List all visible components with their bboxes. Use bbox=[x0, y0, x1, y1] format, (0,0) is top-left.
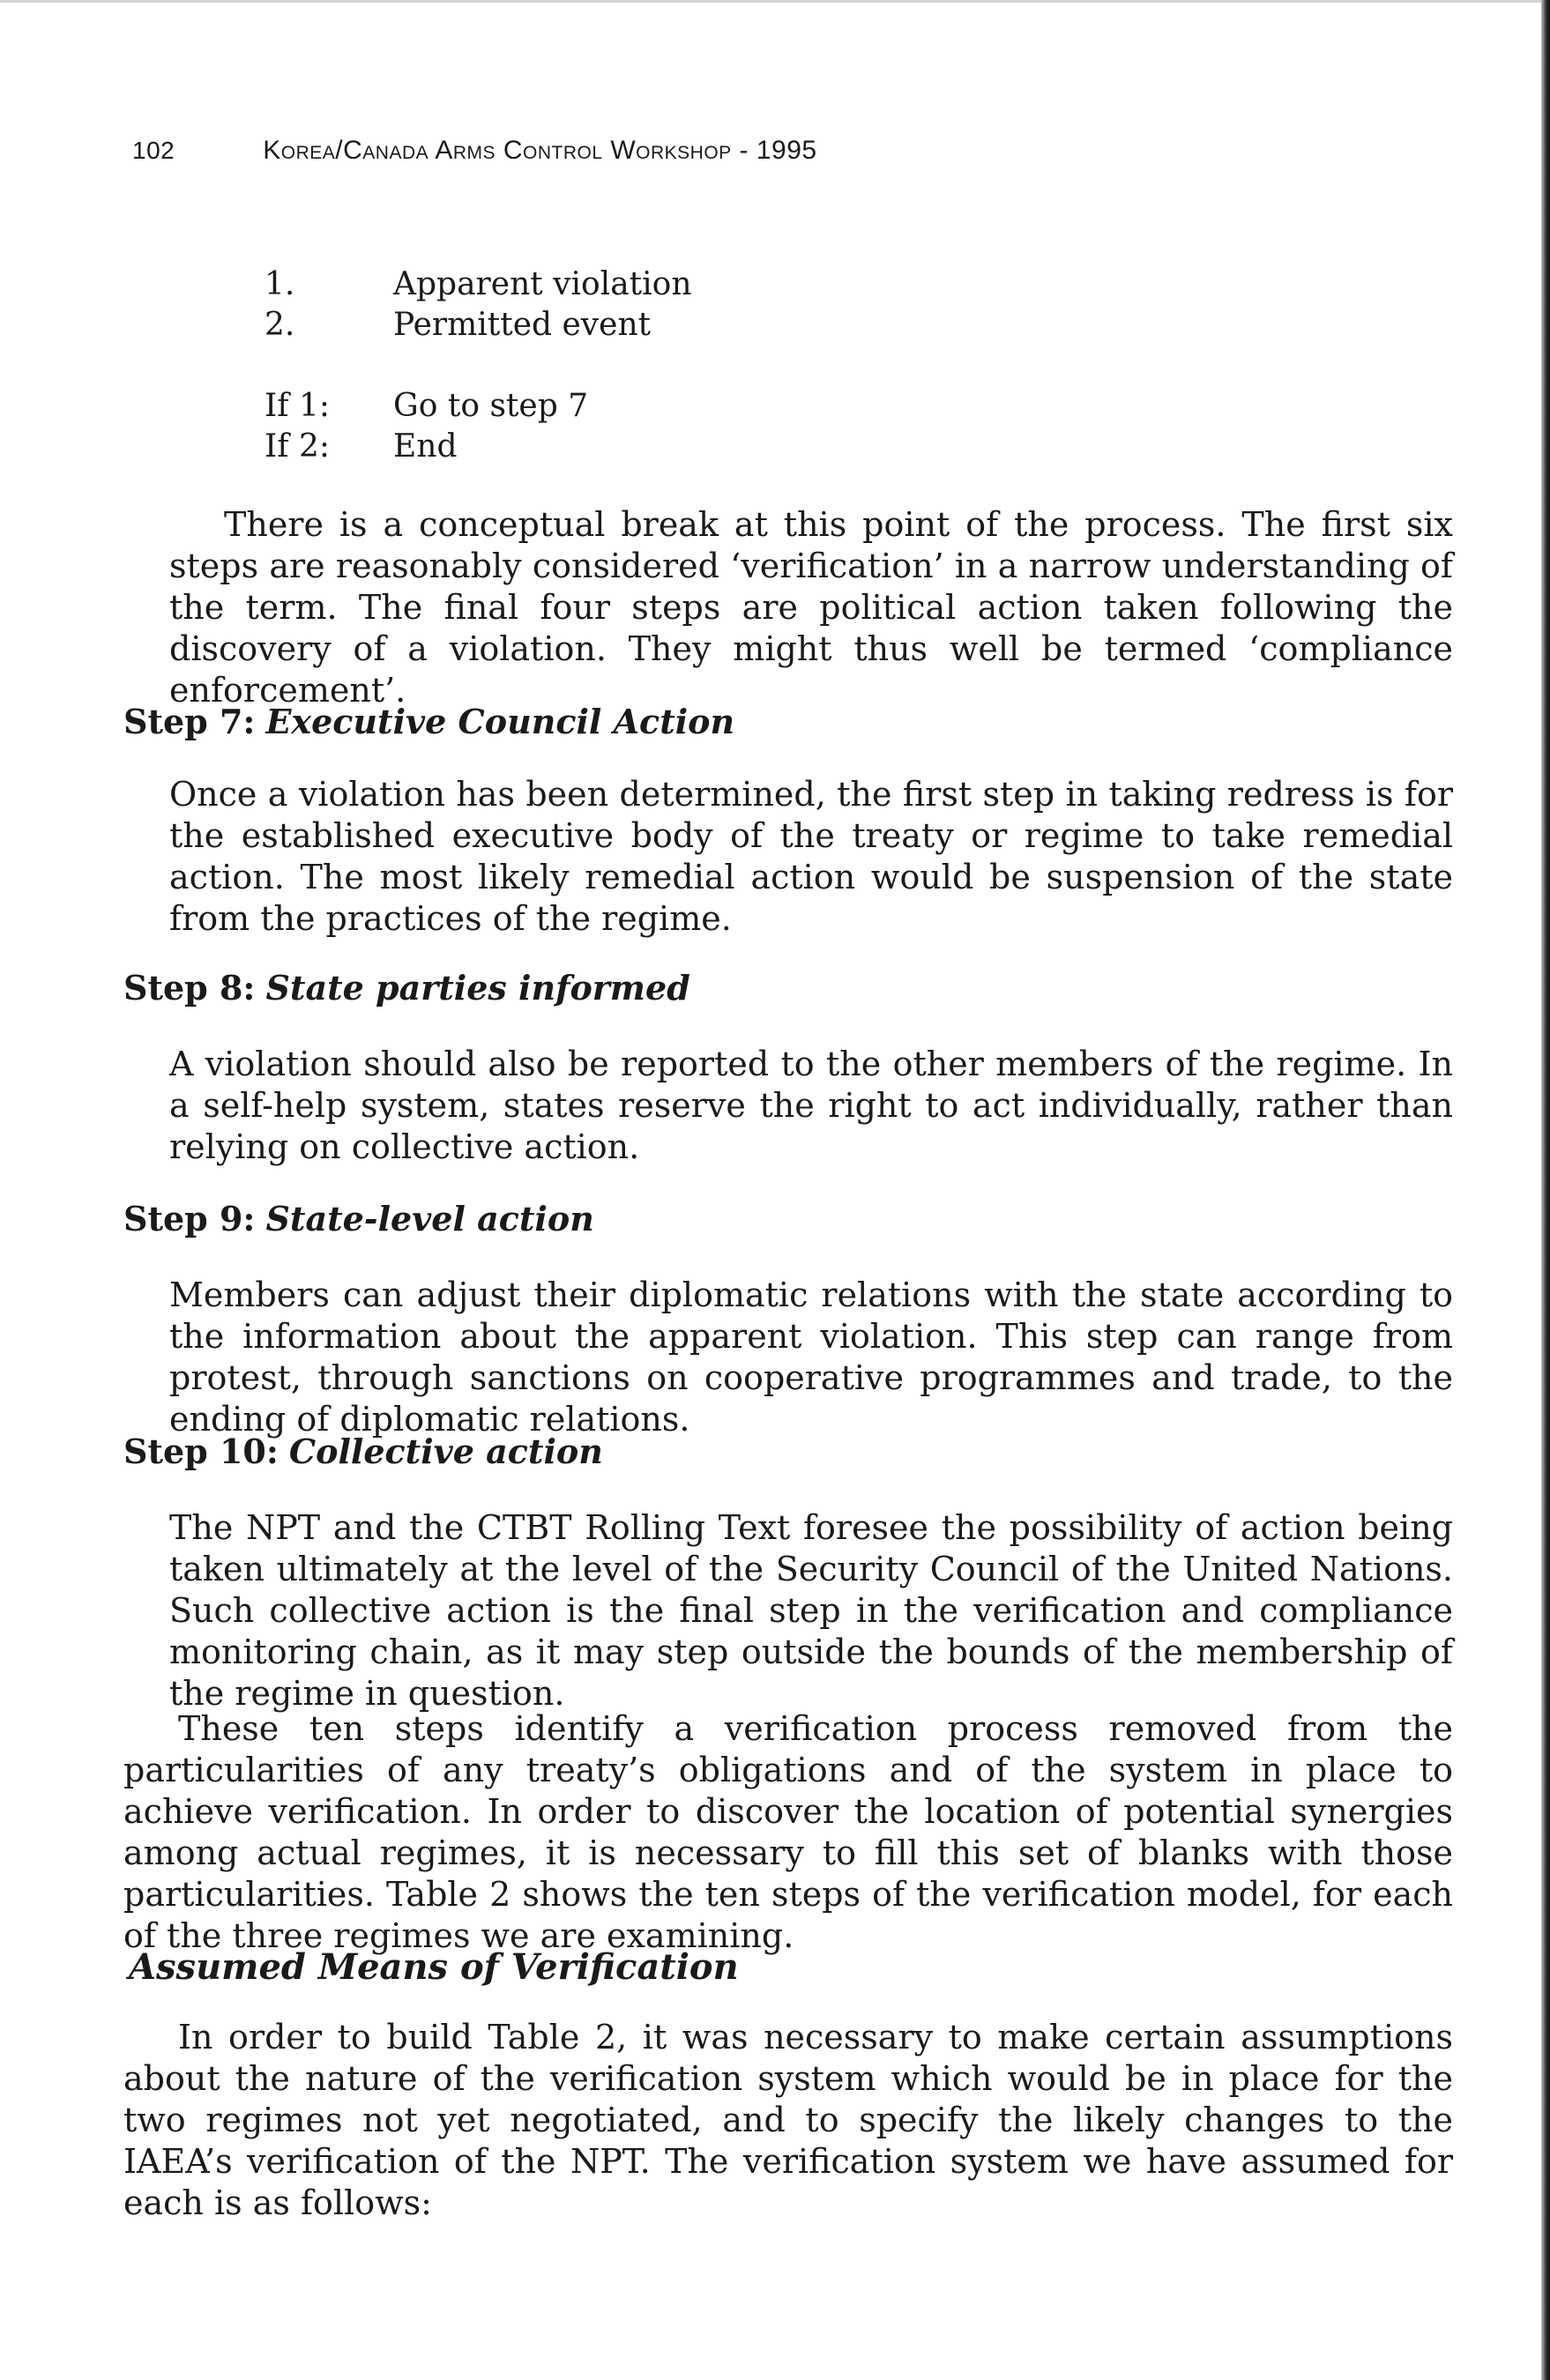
scan-binding-edge bbox=[1541, 0, 1550, 2380]
step-title: Executive Council Action bbox=[265, 702, 735, 741]
step-body: Once a violation has been determined, the first step in taking redress is for the established executive body of the treaty or regime to take remedial action. The most likely remedial action would be suspension of the state from the practices of the regime. bbox=[169, 775, 1453, 938]
branch-text: Go to step 7 bbox=[393, 388, 589, 424]
section-body: In order to build Table 2, it was necessary to make certain assumptions about the nature of the verification system which would be in place for the two regimes not yet negotiated, and to specify the likely changes to the IAEA’s verification of the NPT. The verification system we have assumed for each is as follows: bbox=[123, 2018, 1453, 2222]
running-title: Korea/Canada Arms Control Workshop - 1995 bbox=[263, 136, 817, 165]
step-body: The NPT and the CTBT Rolling Text foresee the possibility of action being taken ultimately at the level of the Security Council of the United Nations. Such collective action is the final step in the verification and compliance monitoring chain, as it may step outside the bounds of the membership of the regime in question. bbox=[169, 1508, 1453, 1713]
step-heading bbox=[123, 702, 734, 741]
running-header bbox=[132, 136, 817, 166]
outcome-key: 2. bbox=[265, 307, 295, 343]
step-label: Step 7: bbox=[123, 702, 256, 741]
outcome-text: Apparent violation bbox=[393, 266, 692, 302]
intro-paragraph: There is a conceptual break at this point of the process. The first six steps are reasonably considered ‘verification’ in a narrow understanding of the term. The final four steps are political action taken following the discovery of a violation. They might thus well be termed ‘compliance enforcement’. bbox=[169, 505, 1453, 710]
outcome-item bbox=[265, 307, 651, 343]
branch-item bbox=[265, 428, 458, 465]
section-heading: Assumed Means of Verification bbox=[129, 1946, 739, 1988]
branch-item bbox=[265, 388, 588, 424]
step-label: Step 8: bbox=[123, 968, 256, 1008]
step-heading bbox=[123, 968, 690, 1008]
branch-text: End bbox=[393, 428, 458, 465]
step-body: Members can adjust their diplomatic relations with the state according to the information about the apparent violation. This step can range from protest, through sanctions on cooperative programmes and trade, to the ending of diplomatic relations. bbox=[169, 1276, 1453, 1439]
outcome-key: 1. bbox=[265, 266, 295, 302]
step-title: Collective action bbox=[288, 1432, 603, 1471]
outcome-text: Permitted event bbox=[393, 307, 652, 343]
page-number: 102 bbox=[132, 137, 175, 164]
step-title: State parties informed bbox=[265, 968, 690, 1008]
step-label: Step 9: bbox=[123, 1199, 256, 1238]
step-heading bbox=[123, 1199, 594, 1238]
step-title: State-level action bbox=[265, 1199, 594, 1238]
scan-top-edge bbox=[0, 0, 1550, 3]
step-body: A violation should also be reported to the other members of the regime. In a self-help system, states reserve the right to act individually, rather than relying on collective action. bbox=[169, 1045, 1453, 1166]
summary-paragraph: These ten steps identify a verification process removed from the particularities of any treaty’s obligations and of the system in place to achieve verification. In order to discover the location of potential synergies among actual regimes, it is necessary to fill this set of blanks with those particularities. Table 2 shows the ten steps of the verification model, for each of the three regimes we are examining. bbox=[123, 1709, 1453, 1955]
step-label: Step 10: bbox=[123, 1432, 279, 1471]
branch-key: If 1: bbox=[265, 388, 331, 424]
outcome-item bbox=[265, 266, 692, 302]
step-heading bbox=[123, 1432, 603, 1471]
branch-key: If 2: bbox=[265, 428, 331, 465]
